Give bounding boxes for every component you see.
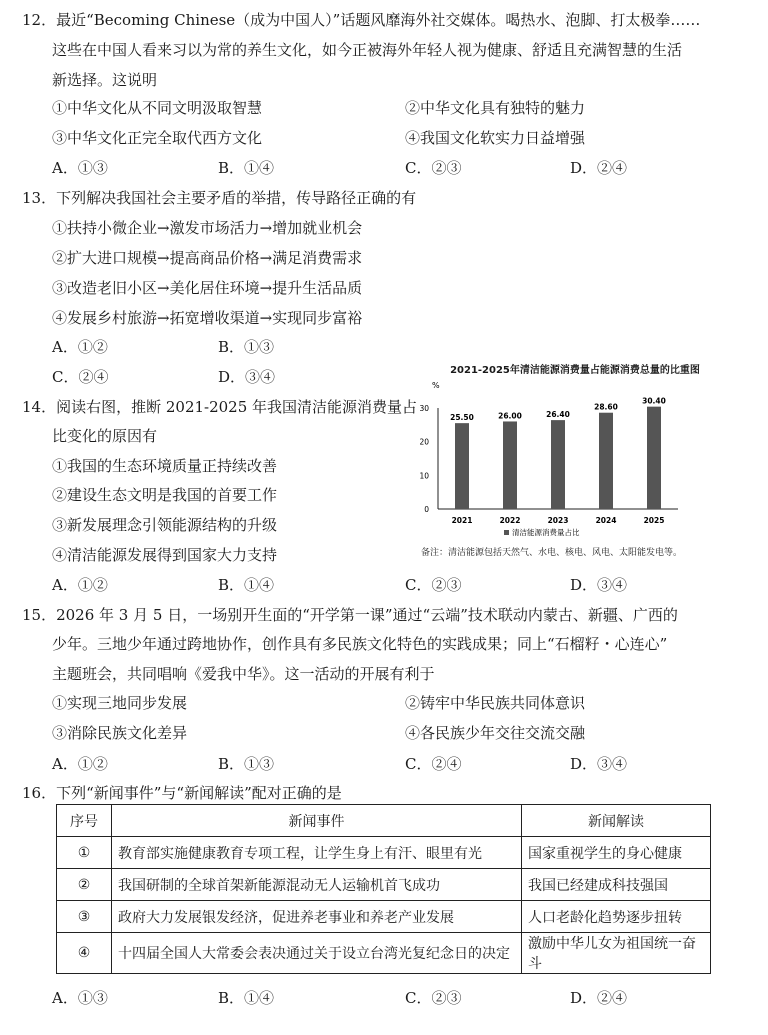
q16-option-d: D．②④ <box>570 989 628 1007</box>
x-tick-label: 2024 <box>595 516 617 525</box>
q15-statement-2: ②铸牢中华民族共同体意识 <box>405 694 586 712</box>
q14-option-b: B．①④ <box>218 576 275 594</box>
q15-option-c: C．②④ <box>405 755 462 773</box>
row-number: ④ <box>57 933 112 974</box>
q14-option-c: C．②③ <box>405 576 462 594</box>
q14-option-a: A．①② <box>52 576 108 594</box>
q13-option-d: D．③④ <box>218 368 276 386</box>
q15-stem-line1: 15．2026 年 3 月 5 日，一场别开生面的“开学第一课”通过“云端”技术联动内蒙古、新疆、广西的 <box>22 606 678 624</box>
q12-stem-line1: 12．最近“Becoming Chinese（成为中国人）”话题风靡海外社交媒体。喝热水、泡脚、打太极拳…… <box>22 11 701 29</box>
x-tick-label: 2023 <box>547 516 569 525</box>
header-interpretation: 新闻解读 <box>522 805 711 837</box>
bar-2022 <box>503 421 517 509</box>
legend-label: 清洁能源消费量占比 <box>512 528 580 537</box>
chart-note: 备注：清洁能源包括天然气、水电、核电、风电、太阳能发电等。 <box>421 548 683 558</box>
table-row <box>57 933 711 974</box>
q13-statement-4: ④发展乡村旅游→拓宽增收渠道→实现同步富裕 <box>52 309 363 327</box>
q15-option-a: A．①② <box>52 755 108 773</box>
q12-option-b: B．①④ <box>218 159 275 177</box>
news-table <box>56 804 711 974</box>
x-tick-label: 2025 <box>643 516 665 525</box>
q15-statement-1: ①实现三地同步发展 <box>52 694 188 712</box>
row-event: 十四届全国人大常委会表决通过关于设立台湾光复纪念日的决定 <box>112 933 522 974</box>
x-tick-label: 2021 <box>451 516 473 525</box>
q16-stem: 16．下列“新闻事件”与“新闻解读”配对正确的是 <box>22 784 342 802</box>
q15-option-b: B．①③ <box>218 755 275 773</box>
q14-stem-line1: 14．阅读右图，推断 2021-2025 年我国清洁能源消费量占 <box>22 398 418 416</box>
q12-option-a: A．①③ <box>52 159 108 177</box>
q12-option-d: D．②④ <box>570 159 628 177</box>
row-number: ③ <box>57 901 112 933</box>
q13-statement-2: ②扩大进口规模→提高商品价格→满足消费需求 <box>52 249 363 267</box>
q15-stem-line3: 主题班会，共同唱响《爱我中华》。这一活动的开展有利于 <box>52 665 435 683</box>
q12-statement-4: ④我国文化软实力日益增强 <box>405 129 586 147</box>
bar-2024 <box>599 413 613 509</box>
q15-statement-3: ③消除民族文化差异 <box>52 724 188 742</box>
q14-statement-1: ①我国的生态环境质量正持续改善 <box>52 457 278 475</box>
q14-stem-line2: 比变化的原因有 <box>52 427 158 445</box>
q12-statement-3: ③中华文化正完全取代西方文化 <box>52 129 263 147</box>
row-interpretation: 人口老龄化趋势逐步扭转 <box>522 901 711 933</box>
q13-statement-1: ①扶持小微企业→激发市场活力→增加就业机会 <box>52 219 363 237</box>
y-tick-label: 10 <box>419 471 429 481</box>
bar-value-label: 25.50 <box>450 413 474 423</box>
table-row <box>57 901 711 933</box>
x-tick-label: 2022 <box>499 516 521 525</box>
y-tick-label: 0 <box>424 505 429 514</box>
q12-statement-1: ①中华文化从不同文明汲取智慧 <box>52 99 263 117</box>
y-tick-label: 30 <box>419 404 429 413</box>
header-number: 序号 <box>57 805 112 837</box>
q14-option-d: D．③④ <box>570 576 628 594</box>
bar-value-label: 30.40 <box>642 396 666 406</box>
q13-option-c: C．②④ <box>52 368 109 386</box>
table-header-row <box>57 805 711 837</box>
row-interpretation: 我国已经建成科技强国 <box>522 869 711 901</box>
bar-value-label: 28.60 <box>594 402 618 412</box>
row-event: 我国研制的全球首架新能源混动无人运输机首飞成功 <box>112 869 522 901</box>
q13-statement-3: ③改造老旧小区→美化居住环境→提升生活品质 <box>52 279 363 297</box>
q14-statement-2: ②建设生态文明是我国的首要工作 <box>52 486 278 504</box>
q15-statement-4: ④各民族少年交往交流交融 <box>405 724 586 742</box>
q15-option-d: D．③④ <box>570 755 628 773</box>
q13-option-a: A．①② <box>52 338 108 356</box>
bar-value-label: 26.40 <box>546 410 570 420</box>
q12-stem-line3: 新选择。这说明 <box>52 71 158 89</box>
q13-stem: 13．下列解决我国社会主要矛盾的举措，传导路径正确的有 <box>22 189 417 207</box>
table-row <box>57 837 711 869</box>
q15-stem-line2: 少年。三地少年通过跨地协作，创作具有多民族文化特色的实践成果；同上“石榴籽・心连心” <box>52 635 668 653</box>
q12-option-c: C．②③ <box>405 159 462 177</box>
q13-option-b: B．①③ <box>218 338 275 356</box>
q12-stem-line2: 这些在中国人看来习以为常的养生文化，如今正被海外年轻人视为健康、舒适且充满智慧的生活 <box>52 41 683 59</box>
row-event: 政府大力发展银发经济，促进养老事业和养老产业发展 <box>112 901 522 933</box>
q16-option-a: A．①③ <box>52 989 108 1007</box>
q16-option-b: B．①④ <box>218 989 275 1007</box>
row-number: ② <box>57 869 112 901</box>
bar-2021 <box>455 423 469 509</box>
y-axis-unit: % <box>432 381 440 390</box>
row-number: ① <box>57 837 112 869</box>
bar-2025 <box>647 407 661 509</box>
legend-swatch <box>504 530 509 535</box>
table-row <box>57 869 711 901</box>
row-interpretation: 国家重视学生的身心健康 <box>522 837 711 869</box>
row-event: 教育部实施健康教育专项工程，让学生身上有汗、眼里有光 <box>112 837 522 869</box>
q14-statement-3: ③新发展理念引领能源结构的升级 <box>52 516 278 534</box>
q12-statement-2: ②中华文化具有独特的魅力 <box>405 99 586 117</box>
q14-statement-4: ④清洁能源发展得到国家大力支持 <box>52 546 278 564</box>
row-interpretation: 激励中华儿女为祖国统一奋斗 <box>522 933 711 974</box>
y-tick-label: 20 <box>419 437 429 447</box>
bar-chart <box>418 376 688 541</box>
header-event: 新闻事件 <box>112 805 522 837</box>
bar-value-label: 26.00 <box>498 411 522 421</box>
bar-2023 <box>551 420 565 509</box>
chart-title: 2021-2025年清洁能源消费量占能源消费总量的比重图 <box>450 365 700 376</box>
q16-option-c: C．②③ <box>405 989 462 1007</box>
